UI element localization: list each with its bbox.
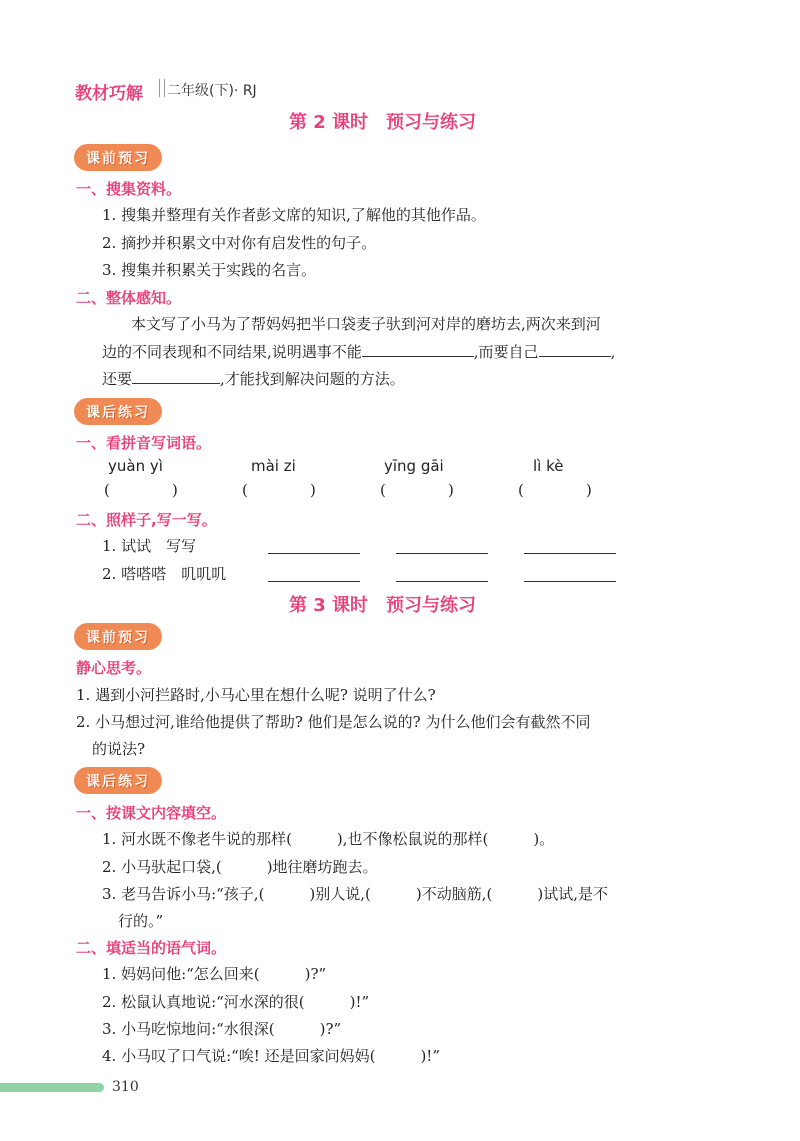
overview-line-2: 边的不同表现和不同结果,说明遇事不能 ,而要自己 , — [102, 343, 616, 361]
section-think-title: 静心思考。 — [76, 659, 152, 677]
book-brand: 教材巧解 — [75, 84, 143, 104]
fill-item-3-line-1: 3. 老马告诉小马:“孩子,( )别人说,( )不动脑筋,( )试试,是不 — [102, 885, 608, 903]
answer-line[interactable] — [396, 553, 488, 554]
pre-class-badge: 课前预习 — [74, 623, 162, 650]
answer-paren-open: ( — [104, 481, 110, 499]
page-number: 310 — [112, 1079, 139, 1095]
answer-paren-open: ( — [518, 481, 524, 499]
answer-blank[interactable] — [539, 342, 611, 357]
lesson3-title: 第 3 课时 预习与练习 — [289, 595, 477, 616]
footer-accent-bar — [0, 1083, 104, 1092]
answer-paren-open: ( — [242, 481, 248, 499]
answer-line[interactable] — [268, 553, 360, 554]
header-divider — [159, 79, 165, 97]
section-modal-title: 二、填适当的语气词。 — [76, 939, 227, 957]
section-overview-title: 二、整体感知。 — [76, 289, 182, 307]
modal-item: 2. 松鼠认真地说:“河水深的很( )!” — [102, 993, 370, 1011]
section-pinyin-title: 一、看拼音写词语。 — [76, 434, 212, 452]
list-item: 1. 搜集并整理有关作者彭文席的知识,了解他的其他作品。 — [102, 206, 486, 224]
pinyin-label: lì kè — [533, 457, 564, 475]
post-class-badge: 课后练习 — [74, 398, 162, 425]
list-item: 2. 摘抄并积累文中对你有启发性的句子。 — [102, 234, 377, 252]
answer-blank[interactable] — [362, 342, 474, 357]
question-2-line-2: 的说法? — [92, 740, 146, 758]
grade-label: 二年级(下)· RJ — [167, 83, 257, 99]
answer-paren-open: ( — [380, 481, 386, 499]
answer-paren-close: ) — [586, 481, 592, 499]
section-fill-title: 一、按课文内容填空。 — [76, 804, 227, 822]
section-example-title: 二、照样子,写一写。 — [76, 511, 217, 529]
fill-item-1: 1. 河水既不像老牛说的那样( ),也不像松鼠说的那样( )。 — [102, 830, 555, 848]
pinyin-label: yīng gāi — [384, 457, 444, 475]
example-1: 1. 试试 写写 — [102, 537, 197, 555]
answer-line[interactable] — [524, 581, 616, 582]
section-collect-title: 一、搜集资料。 — [76, 180, 182, 198]
fill-item-2: 2. 小马驮起口袋,( )地往磨坊跑去。 — [102, 858, 378, 876]
overview-line-3: 还要 ,才能找到解决问题的方法。 — [102, 370, 405, 388]
answer-paren-close: ) — [172, 481, 178, 499]
example-2: 2. 嗒嗒嗒 叽叽叽 — [102, 565, 227, 583]
answer-line[interactable] — [524, 553, 616, 554]
pre-class-badge: 课前预习 — [74, 144, 162, 171]
modal-item: 4. 小马叹了口气说:“唉! 还是回家问妈妈( )!” — [102, 1047, 440, 1065]
post-class-badge: 课后练习 — [74, 767, 162, 794]
pinyin-label: yuàn yì — [108, 457, 163, 475]
pinyin-label: mài zi — [251, 457, 296, 475]
answer-blank[interactable] — [132, 369, 220, 384]
answer-paren-close: ) — [310, 481, 316, 499]
modal-item: 1. 妈妈问他:“怎么回来( )?” — [102, 965, 327, 983]
answer-line[interactable] — [268, 581, 360, 582]
lesson2-title: 第 2 课时 预习与练习 — [289, 112, 477, 133]
answer-paren-close: ) — [448, 481, 454, 499]
modal-item: 3. 小马吃惊地问:“水很深( )?” — [102, 1020, 342, 1038]
answer-line[interactable] — [396, 581, 488, 582]
fill-item-3-line-2: 行的。” — [118, 912, 164, 930]
list-item: 3. 搜集并积累关于实践的名言。 — [102, 261, 317, 279]
question-1: 1. 遇到小河拦路时,小马心里在想什么呢? 说明了什么? — [76, 686, 436, 704]
overview-line-1: 本文写了小马为了帮妈妈把半口袋麦子驮到河对岸的磨坊去,两次来到河 — [131, 315, 601, 333]
question-2-line-1: 2. 小马想过河,谁给他提供了帮助? 他们是怎么说的? 为什么他们会有截然不同 — [76, 713, 591, 731]
